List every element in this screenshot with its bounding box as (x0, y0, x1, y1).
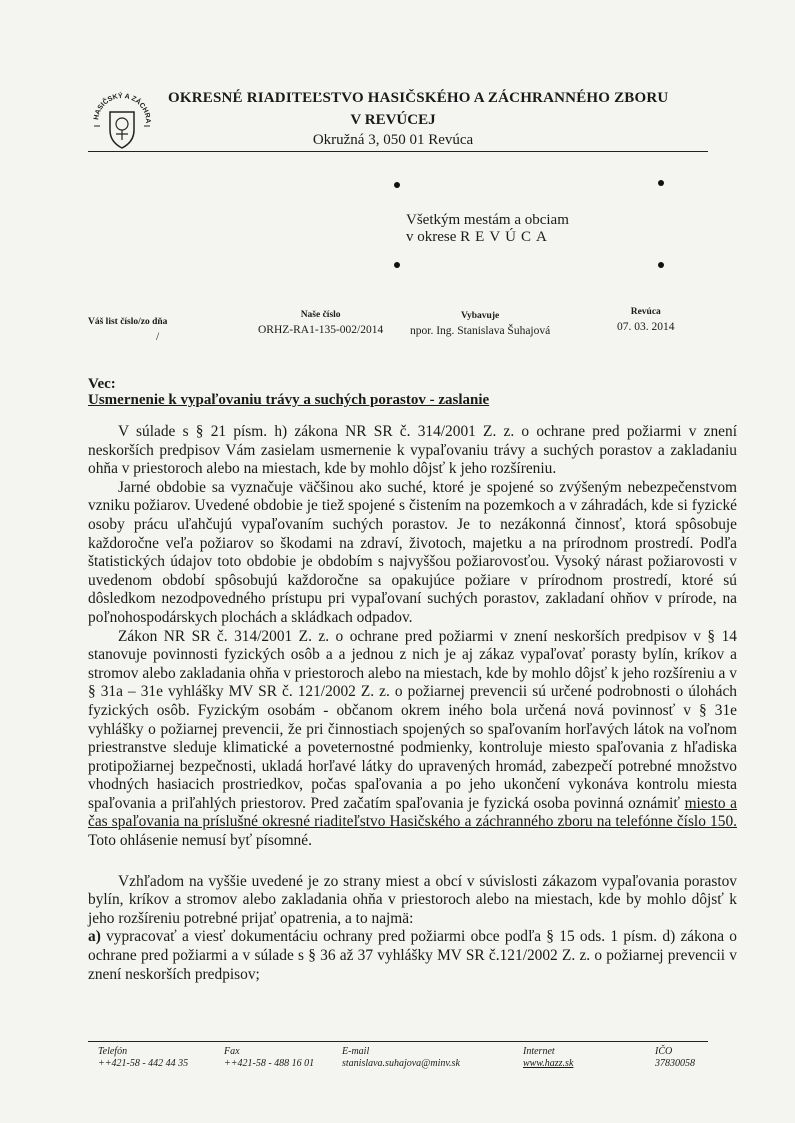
body-paragraph: Jarné obdobie sa vyznačuje väčšinou ako suché, ktoré je spojené so zvýšeným nebezpečenstvom vzniku požiarov. Uvedené obdobie je tiež spojené s čistením na pozemkoch a v záhradách, kde si fyzické osoby prácu uľahčujú vypaľovaním suchých porastov. Je to nezákonná činnosť, ktorá spôsobuje každoročne veľa požiarov so škodami na zdraví, životoch, majetku a na prírodnom prostredí. Podľa štatistických údajov toto obdobie je obdobím s najvyššou požiarovosťou. Vysoký nárast požiarovosti v uvedenom období spôsobujú každoročne sa opakujúce požiare v prírodnom prostredí, ktoré sú dôsledkom nezodpovedného prístupu pri vypaľovaní suchých porastov, zakladaní ohňov v prírode, na poľnohospodárskych plochách a skládkach odpadov. (88, 478, 737, 626)
footer-phone (98, 1046, 188, 1070)
your-letter-ref (88, 317, 167, 343)
date-ref (617, 307, 675, 333)
addressee-prefix: v okrese (406, 229, 457, 245)
paragraph-text: Zákon NR SR č. 314/2001 Z. z. o ochrane pred požiarmi v znení neskorších predpisov v § 14 stanovuje povinnosti fyzických osôb a a jednou z nich je aj zákaz vypaľovať porasty bylín, kríkov a stromov alebo zakladania ohňa v priestoroch alebo na miestach, kde by mohlo dôjsť k jeho rozšíreniu a v § 31a – 31e vyhlášky MV SR č. 121/2002 Z. z. o požiarnej prevencii sú určené podrobnosti o úlohách fyzických osôb. Fyzickým osobám - občanom okrem iného bola určená nová povinnosť v § 31e vyhlášky o požiarnej prevencii, že pri činnostiach spojených so spaľovaním horľavých látok na voľnom priestranstve sleduje klimatické a poveternostné podmienky, kontroluje miesto spaľovania z hľadiska protipožiarnej bezpečnosti, ukladá horľavé látky do upravených hromád, zabezpečí potrebné množstvo vhodných hasiacich prostriedkov, počas spaľovania a po jeho ukončení vykonáva kontrolu miesta spaľovania a priľahlých priestorov. Pred začatím spaľovania je fyzická osoba povinná oznámiť (88, 627, 737, 812)
fax-label: Fax (224, 1046, 240, 1057)
ico-label: IČO (655, 1046, 673, 1057)
our-number-value: ORHZ-RA1-135-002/2014 (258, 324, 384, 336)
web-link[interactable]: www.hazz.sk (523, 1058, 574, 1069)
addressee-block (406, 212, 569, 246)
footer-ico (655, 1046, 695, 1070)
ico-value: 37830058 (655, 1058, 695, 1069)
web-label: Internet (523, 1046, 555, 1057)
email-label: E-mail (342, 1046, 370, 1057)
footer-divider (88, 1041, 708, 1042)
handled-by-ref (410, 311, 550, 337)
handled-by-label: Vybavuje (461, 311, 500, 321)
body-paragraph: Vzhľadom na vyššie uvedené je zo strany miest a obcí v súvislosti zákazom vypaľovania porastov bylín, kríkov a stromov alebo zakladania ohňa v priestoroch alebo na miestach, kde by mohlo dôjsť k jeho rozšíreniu potrebné prijať opatrenia, a to najmä: (88, 872, 737, 927)
list-item-text: vypracovať a viesť dokumentáciu ochrany pred požiarmi obce podľa § 15 ods. 1 písm. d) zákona o ochrane pred požiarmi a v súlade s § 36 až 37 vyhlášky MV SR č.121/2002 Z. z. o požiarnej prevencii v znení neskorších predpisov; (88, 928, 737, 983)
punch-mark (394, 182, 400, 188)
organization-address: Okružná 3, 050 01 Revúca (312, 132, 474, 148)
letter-body (88, 423, 737, 984)
body-paragraph (88, 628, 737, 851)
reporting-instruction: miesto a čas spaľovania na príslušné okresné riaditeľstvo Hasičského a záchranného zboru na telefónne číslo 150. (88, 794, 738, 831)
your-letter-label: Váš list číslo/zo dňa (88, 317, 168, 327)
addressee-line (406, 229, 569, 246)
footer-email (342, 1046, 460, 1070)
phone-label: Telefón (98, 1046, 128, 1057)
emblem-text: HASIČSKÝ A ZÁCHRA (93, 92, 152, 124)
body-list-item (88, 928, 737, 984)
date-value: 07. 03. 2014 (617, 321, 675, 333)
subject-label: Vec: (88, 376, 116, 392)
footer-fax (224, 1046, 314, 1070)
place-label: Revúca (630, 307, 661, 317)
fire-rescue-emblem (88, 82, 156, 154)
organization-city: V REVÚCEJ (350, 112, 436, 128)
subject-title: Usmernenie k vypaľovaniu trávy a suchých porastov - zaslanie (88, 392, 490, 408)
fax-value: ++421-58 - 488 16 01 (224, 1058, 315, 1069)
header-divider (88, 151, 708, 152)
phone-value: ++421-58 - 442 44 35 (98, 1058, 189, 1069)
your-letter-value: / (156, 331, 160, 343)
footer-web (523, 1046, 573, 1070)
punch-mark (658, 262, 664, 268)
addressee-district: REVÚCA (460, 229, 552, 245)
body-paragraph: V súlade s § 21 písm. h) zákona NR SR č. 314/2001 Z. z. o ochrane pred požiarmi v znení neskorších predpisov Vám zasielam usmernenie k vypaľovaniu trávy a suchých porastov a zakladaniu ohňa v priestoroch alebo na miestach, kde by mohlo dôjsť k jeho rozšíreniu. (88, 423, 737, 478)
list-marker: a) (88, 928, 101, 946)
svg-text:HASIČSKÝ A ZÁCHRANNÝ ZBOR (88, 82, 151, 123)
punch-mark (394, 262, 400, 268)
our-number-label: Naše číslo (300, 310, 341, 320)
paragraph-text: Toto ohlásenie nemusí byť písomné. (88, 832, 312, 850)
handled-by-value: npor. Ing. Stanislava Šuhajová (410, 325, 551, 337)
addressee-line: Všetkým mestám a obciam (406, 212, 569, 228)
organization-name: OKRESNÉ RIADITEĽSTVO HASIČSKÉHO A ZÁCHRANNÉHO ZBORU (168, 90, 669, 106)
email-value[interactable]: stanislava.suhajova@minv.sk (342, 1058, 460, 1069)
our-number-ref (258, 310, 383, 336)
punch-mark (658, 180, 664, 186)
